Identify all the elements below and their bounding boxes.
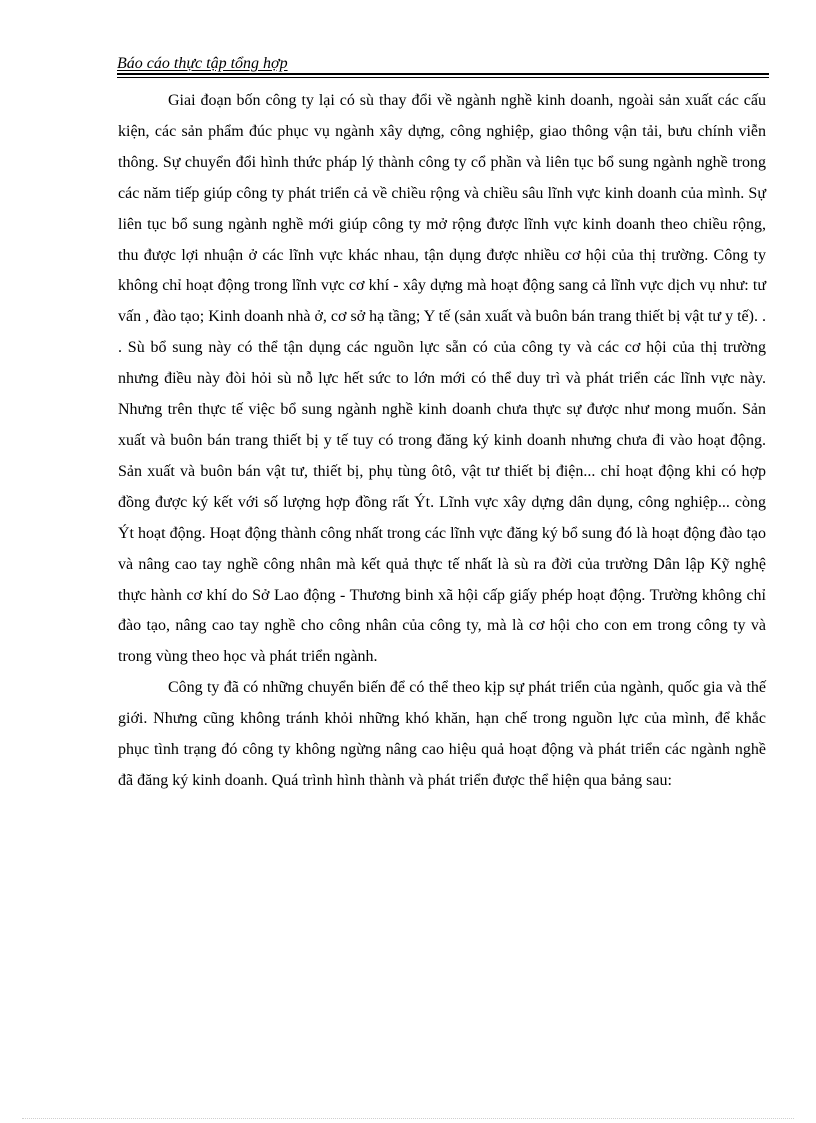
document-body xyxy=(118,86,766,797)
header-rule-thin xyxy=(117,77,769,78)
paragraph-2: Công ty đã có những chuyển biến để có thể theo kịp sự phát triển của ngành, quốc gia và thế giới. Nhưng cũng không tránh khỏi những khó khăn, hạn chế trong nguồn lực của mình, để khắc phục tình trạng đó công ty không ngừng nâng cao hiệu quả hoạt động và phát triển các ngành nghề đã đăng ký kinh doanh. Quá trình hình thành và phát triển được thể hiện qua bảng sau: xyxy=(118,679,766,789)
header-rule-thick xyxy=(117,73,769,75)
paragraph-1: Giai đoạn bốn công ty lại có sù thay đổi về ngành nghề kinh doanh, ngoài sản xuất các cấu kiện, các sản phẩm đúc phục vụ ngành xây dựng, công nghiệp, giao thông vận tải, bưu chính viễn thông. Sự chuyển đổi hình thức pháp lý thành công ty cổ phần và liên tục bổ sung ngành nghề trong các năm tiếp giúp công ty phát triển cả về chiều rộng và chiều sâu lĩnh vực kinh doanh của mình. Sự liên tục bổ sung ngành nghề mới giúp công ty mở rộng được lĩnh vực kinh doanh theo chiều rộng, thu được lợi nhuận ở các lĩnh vực khác nhau, tận dụng được nhiều cơ hội của thị trường. Công ty không chỉ hoạt động trong lĩnh vực cơ khí - xây dựng mà hoạt động sang cả lĩnh vực dịch vụ như: tư vấn , đào tạo; Kinh doanh nhà ở, cơ sở hạ tầng; Y tế (sản xuất và buôn bán trang thiết bị vật tư y tế). . . Sù bổ sung này có thể tận dụng các nguồn lực sẵn có của công ty và các cơ hội của thị trường nhưng điều này đòi hỏi sù nỗ lực hết sức to lớn mới có thể duy trì và phát triển các lĩnh vực này. Nhưng trên thực tế việc bổ sung ngành nghề kinh doanh chưa thực sự được như mong muốn. Sản xuất và buôn bán trang thiết bị y tế tuy có trong đăng ký kinh doanh nhưng chưa đi vào hoạt động. Sản xuất và buôn bán vật tư, thiết bị, phụ tùng ôtô, vật tư thiết bị điện... chỉ hoạt động khi có hợp đồng được ký kết với số lượng hợp đồng rất Ýt. Lĩnh vực xây dựng dân dụng, công nghiệp... còng Ýt hoạt động. Hoạt động thành công nhất trong các lĩnh vực đăng ký bổ sung đó là hoạt động đào tạo và nâng cao tay nghề công nhân mà kết quả thực tế nhất là sù ra đời của trường Dân lập Kỹ nghệ thực hành cơ khí do Sở Lao động - Thương binh xã hội cấp giấy phép hoạt động. Trường không chỉ đào tạo, nâng cao tay nghề cho công nhân của công ty, mà là cơ hội cho con em trong công ty và trong vùng theo học và phát triển ngành. xyxy=(118,92,766,666)
page-header xyxy=(117,54,769,76)
page-bottom-border xyxy=(22,1118,794,1119)
header-title: Báo cáo thực tập tổng hợp xyxy=(117,55,288,72)
